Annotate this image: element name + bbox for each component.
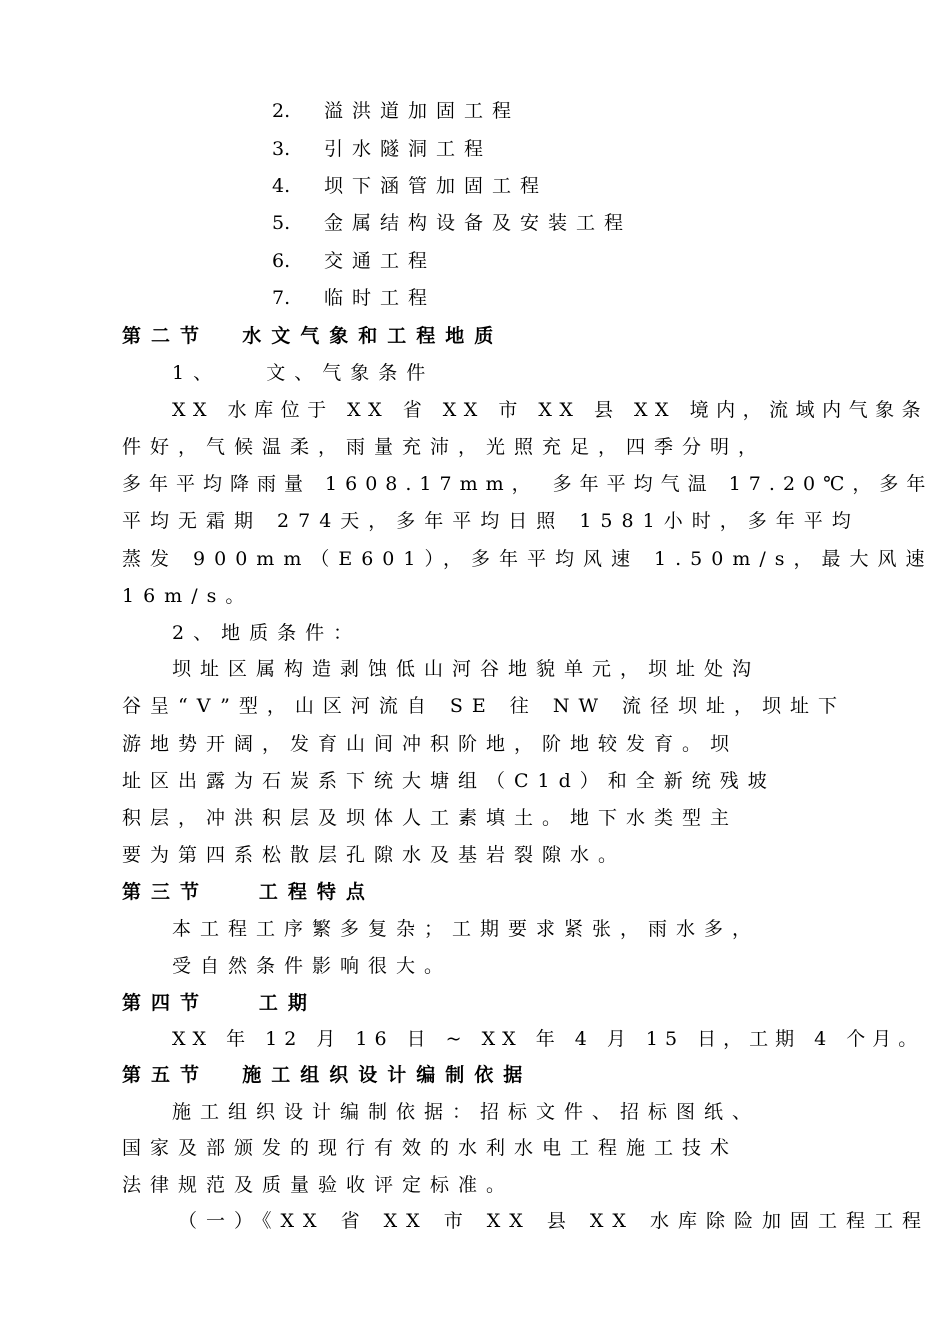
paragraph-line: 蒸发 900mm（E601），多年平均风速 1.50m/s，最大风速 bbox=[122, 548, 934, 570]
list-item bbox=[272, 210, 632, 236]
paragraph-line: 件好，气候温柔，雨量充沛，光照充足，四季分明， bbox=[122, 436, 767, 458]
paragraph-line: 本工程工序繁多复杂；工期要求紧张，雨水多， bbox=[172, 918, 761, 940]
list-item-text: 交通工程 bbox=[324, 250, 437, 272]
list-item bbox=[272, 248, 436, 274]
paragraph-line: 谷呈“V”型，山区河流自 SE 往 NW 流径坝址，坝址下 bbox=[122, 695, 847, 717]
list-item-number: 2. bbox=[272, 100, 291, 122]
paragraph-line: XX 水库位于 XX 省 XX 市 XX 县 XX 境内，流域内气象条 bbox=[172, 399, 929, 421]
list-item bbox=[272, 98, 520, 124]
list-item-text: 溢洪道加固工程 bbox=[324, 100, 521, 122]
paragraph-line: 要为第四系松散层孔隙水及基岩裂隙水。 bbox=[122, 844, 627, 866]
paragraph-line: 国家及部颁发的现行有效的水利水电工程施工技术 bbox=[122, 1137, 739, 1159]
subsection-title: 2、地质条件： bbox=[172, 622, 362, 644]
list-item-text: 引水隧洞工程 bbox=[324, 138, 493, 160]
section-heading: 第三节 工程特点 bbox=[122, 881, 375, 903]
paragraph-line: 址区出露为石炭系下统大塘组（C1d）和全新统残坡 bbox=[122, 770, 776, 792]
paragraph-line: 积层，冲洪积层及坝体人工素填土。地下水类型主 bbox=[122, 807, 739, 829]
list-item bbox=[272, 136, 492, 162]
list-item bbox=[272, 285, 436, 311]
paragraph-line: 施工组织设计编制依据：招标文件、招标图纸、 bbox=[172, 1101, 761, 1123]
list-item-number: 7. bbox=[272, 287, 291, 309]
list-item bbox=[272, 173, 548, 199]
section-heading: 第四节 工期 bbox=[122, 992, 317, 1014]
paragraph-line: 16m/s。 bbox=[122, 585, 254, 607]
paragraph-line: 多年平均降雨量 1608.17mm， 多年平均气温 17.20℃，多年 bbox=[122, 473, 934, 495]
section-heading: 第五节 施工组织设计编制依据 bbox=[122, 1064, 533, 1086]
paragraph-line: （一）《XX 省 XX 市 XX 县 XX 水库除险加固工程工程 bbox=[178, 1210, 930, 1232]
paragraph-line: 平均无霜期 274天，多年平均日照 1581小时，多年平均 bbox=[122, 510, 860, 532]
list-item-text: 临时工程 bbox=[324, 287, 437, 309]
paragraph-line: XX 年 12 月 16 日 ~ XX 年 4 月 15 日，工期 4 个月。 bbox=[172, 1028, 925, 1050]
paragraph-line: 坝址区属构造剥蚀低山河谷地貌单元，坝址处沟 bbox=[172, 658, 761, 680]
list-item-number: 3. bbox=[272, 138, 291, 160]
list-item-text: 金属结构设备及安装工程 bbox=[324, 212, 633, 234]
list-item-number: 5. bbox=[272, 212, 291, 234]
list-item-text: 坝下涵管加固工程 bbox=[324, 175, 549, 197]
subsection-title: 1、 文、气象条件 bbox=[172, 362, 435, 384]
paragraph-line: 受自然条件影响很大。 bbox=[172, 955, 453, 977]
section-heading: 第二节 水文气象和工程地质 bbox=[122, 325, 504, 347]
paragraph-line: 法律规范及质量验收评定标准。 bbox=[122, 1174, 515, 1196]
list-item-number: 6. bbox=[272, 250, 291, 272]
paragraph-line: 游地势开阔，发育山间冲积阶地，阶地较发育。坝 bbox=[122, 733, 739, 755]
list-item-number: 4. bbox=[272, 175, 291, 197]
